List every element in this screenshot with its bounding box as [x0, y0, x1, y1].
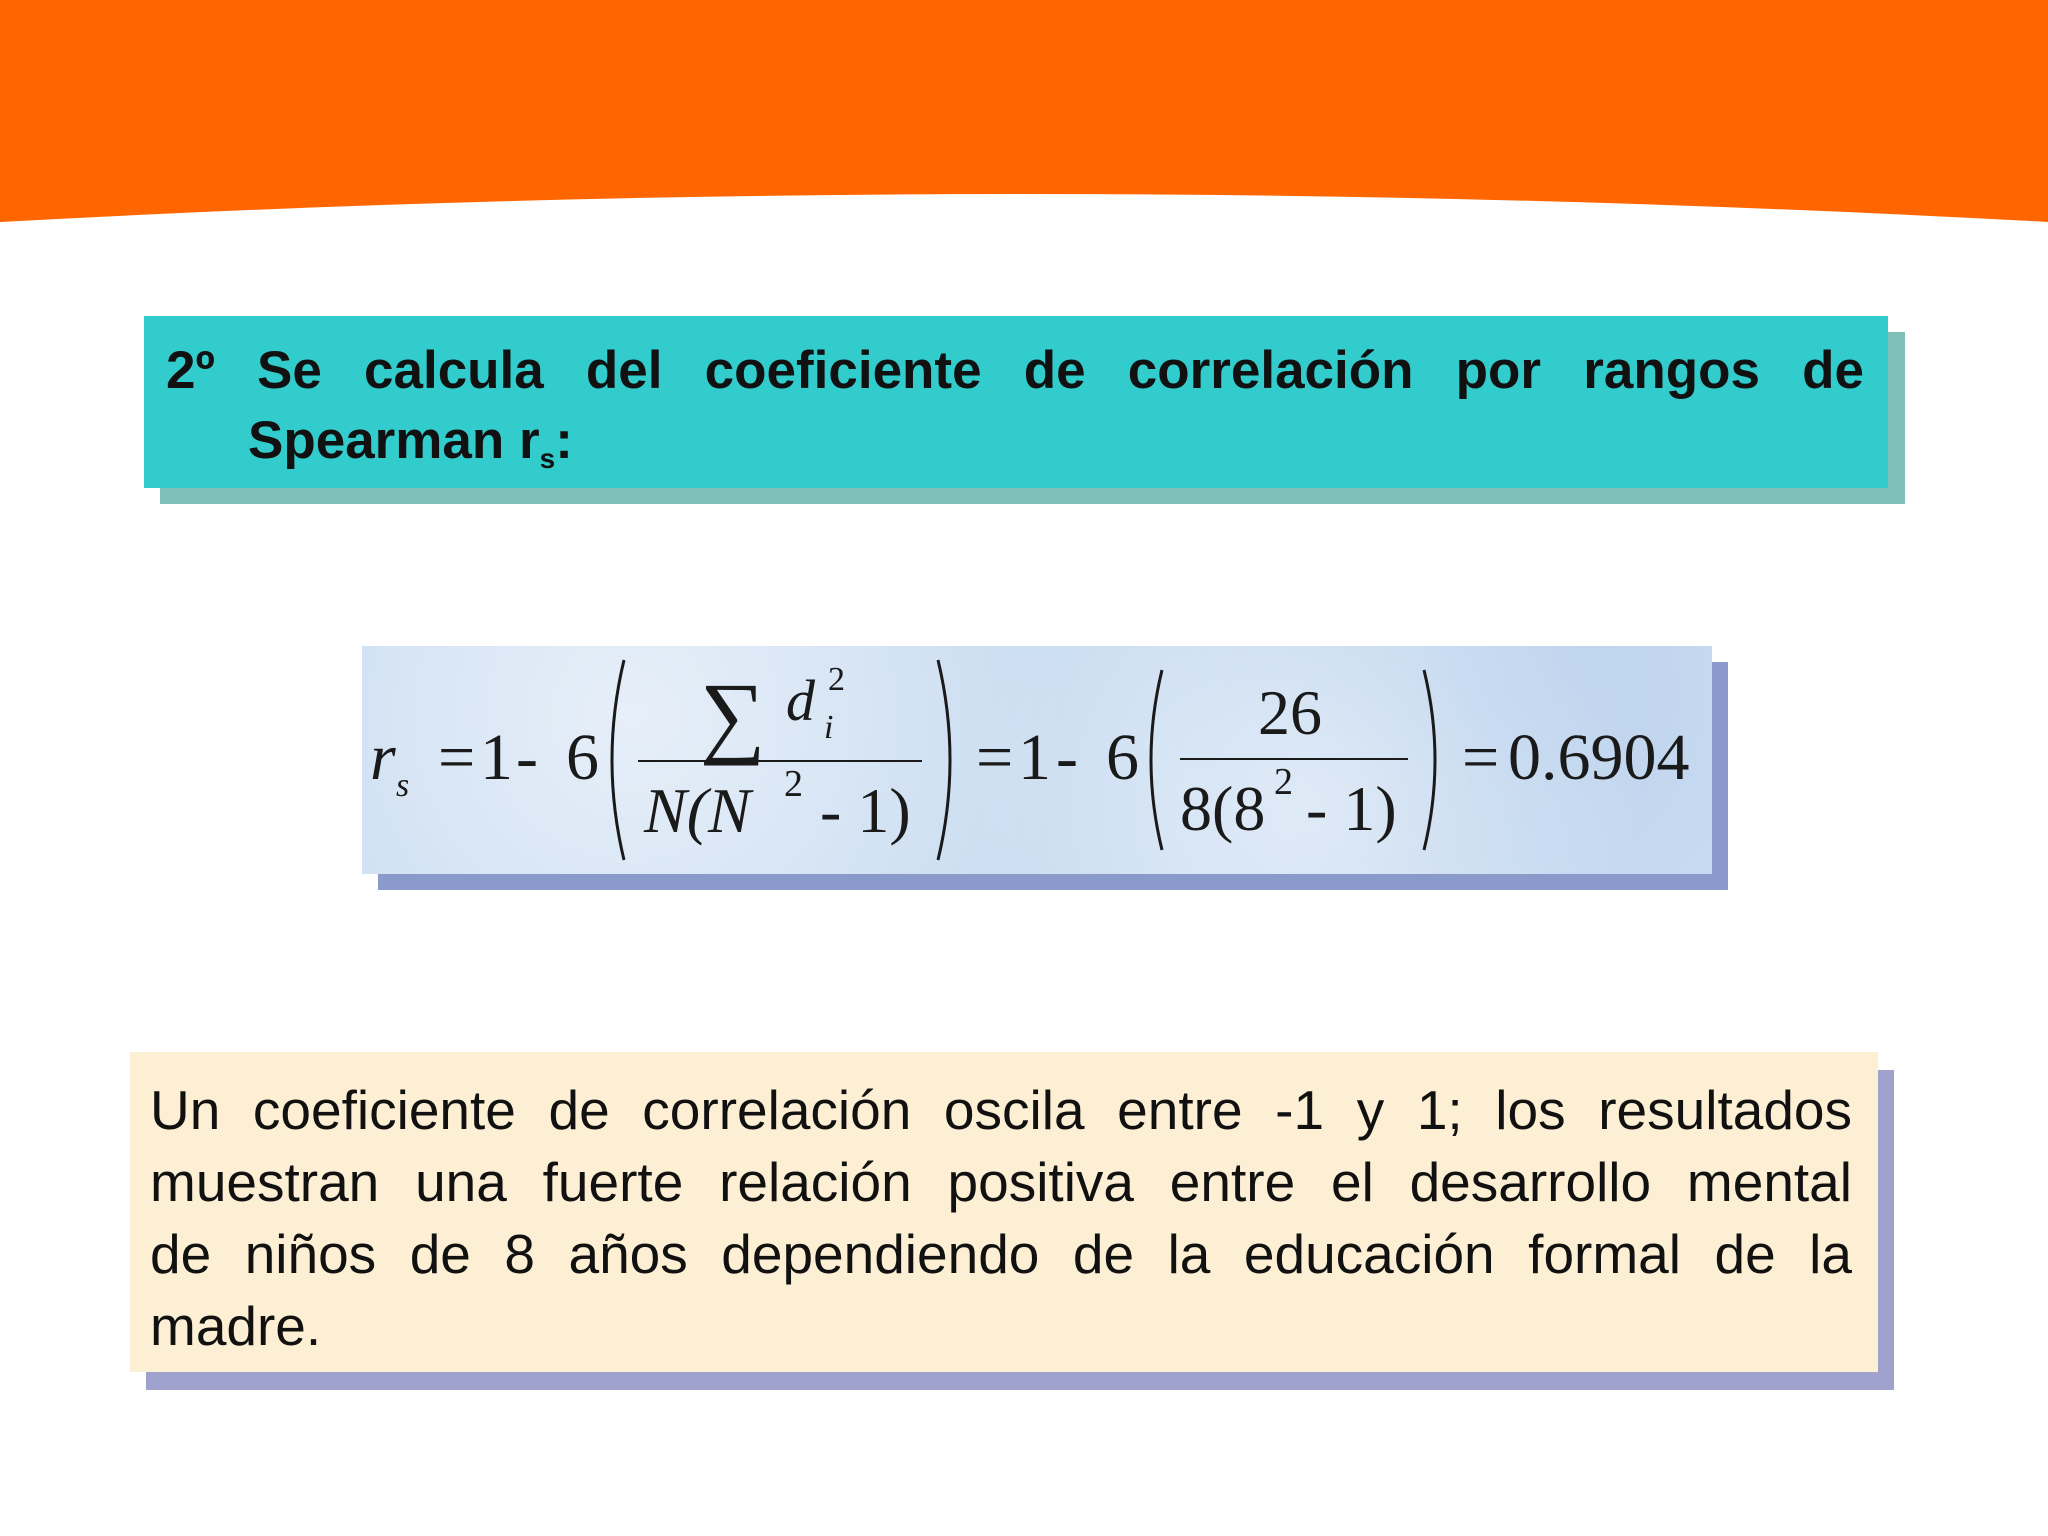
- title-word: de: [1023, 341, 1086, 400]
- formula-denominator-1: N(N: [644, 775, 751, 846]
- left-paren-icon: [612, 660, 624, 860]
- formula-denominator-2-superscript: 2: [1274, 761, 1293, 803]
- formula-d: d: [786, 668, 815, 733]
- spearman-formula: [362, 646, 1712, 874]
- conclusion-box: [130, 1052, 1878, 1372]
- formula-equals-3: =: [1462, 721, 1500, 794]
- formula-numerator-2: 26: [1258, 677, 1322, 748]
- formula-denominator-1-tail: - 1): [820, 775, 911, 846]
- title-word: 2º: [166, 341, 215, 400]
- formula-result: 0.6904: [1508, 721, 1690, 794]
- left-paren-icon: [1151, 670, 1162, 850]
- title-word: correlación: [1127, 341, 1414, 400]
- title-word: calcula: [364, 341, 544, 400]
- formula-six-2: 6: [1106, 721, 1139, 794]
- formula-equals-2: =: [976, 721, 1014, 794]
- title-subscript: s: [539, 443, 556, 474]
- title-line-1: [166, 336, 1864, 406]
- title-box: [144, 316, 1888, 488]
- title-colon: :: [555, 411, 573, 470]
- formula-sum-icon: ∑: [700, 664, 766, 766]
- header-band: [0, 0, 2048, 240]
- formula-d-superscript: 2: [828, 661, 845, 698]
- formula-one-1: 1: [480, 721, 513, 794]
- formula-r-subscript: s: [396, 767, 410, 804]
- formula-d-subscript: i: [824, 709, 834, 746]
- formula-minus-1: -: [516, 721, 538, 794]
- title-word: por: [1455, 341, 1542, 400]
- title-word: Se: [257, 341, 322, 400]
- formula-denominator-2: 8(8: [1180, 773, 1266, 844]
- formula-minus-2: -: [1056, 721, 1078, 794]
- right-paren-icon: [1424, 670, 1435, 850]
- title-word: rangos: [1583, 341, 1760, 400]
- conclusion-line: de niños de 8 años dependiendo de la educación formal de la: [150, 1223, 1852, 1285]
- formula-six-1: 6: [566, 721, 599, 794]
- title-spearman: Spearman r: [248, 411, 540, 470]
- title-word: de: [1802, 341, 1864, 400]
- title-word: coeficiente: [704, 341, 982, 400]
- conclusion-line: Un coeficiente de correlación oscila entre -1 y 1; los resultados: [150, 1079, 1852, 1141]
- title-word: del: [585, 341, 663, 400]
- formula-box: [362, 646, 1712, 874]
- formula-denominator-2-tail: - 1): [1306, 773, 1397, 844]
- right-paren-icon: [938, 660, 950, 860]
- formula-equals-1: =: [438, 721, 476, 794]
- conclusion-line: muestran una fuerte relación positiva entre el desarrollo mental: [150, 1151, 1852, 1213]
- formula-denominator-1-superscript: 2: [784, 763, 803, 805]
- formula-r: r: [370, 721, 396, 794]
- formula-one-2: 1: [1018, 721, 1051, 794]
- title-line-2: [166, 406, 1864, 494]
- conclusion-line: madre.: [150, 1295, 322, 1357]
